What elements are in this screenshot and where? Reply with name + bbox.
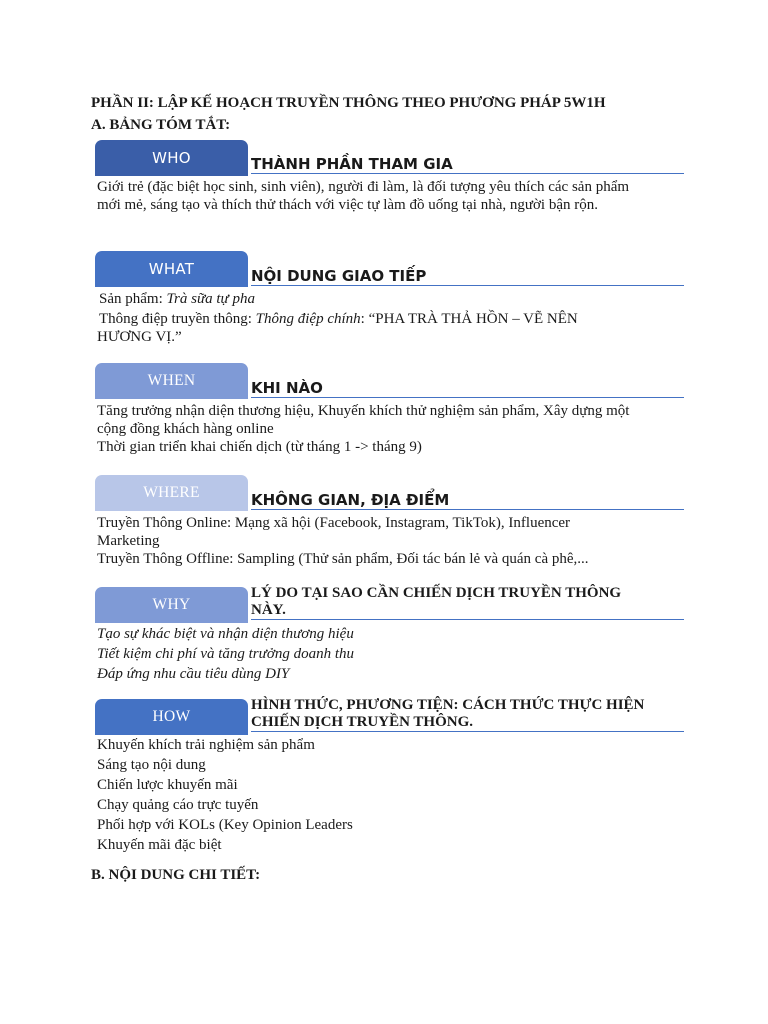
why-heading-line-1: LÝ DO TẠI SAO CẦN CHIẾN DỊCH TRUYỀN THÔNG	[251, 585, 622, 601]
why-line-1: Tạo sự khác biệt và nhận diện thương hiệu	[97, 626, 354, 642]
what-body	[99, 290, 689, 346]
why-line-2: Tiết kiệm chi phí và tăng trưởng doanh thu	[97, 646, 354, 662]
why-heading-line-2: NÀY.	[251, 602, 286, 618]
when-line-1: Tăng trưởng nhận diện thương hiệu, Khuyến khích thử nghiệm sản phẩm, Xây dựng một	[97, 403, 630, 419]
why-heading	[251, 585, 684, 620]
section-a-heading: A. BẢNG TÓM TẮT:	[91, 117, 231, 133]
what-product-line	[99, 290, 689, 308]
what-tag: WHAT	[95, 251, 248, 287]
who-body	[97, 178, 687, 214]
how-line-1: Khuyến khích trải nghiệm sản phẩm	[97, 737, 315, 753]
what-product-label: Sản phẩm:	[99, 291, 167, 307]
where-line-2: Marketing	[97, 533, 160, 549]
when-body	[97, 402, 687, 456]
where-line-3: Truyền Thông Offline: Sampling (Thử sản phẩm, Đối tác bán lẻ và quán cà phê,...	[97, 551, 589, 567]
what-message-line	[99, 310, 689, 328]
who-heading: THÀNH PHẦN THAM GIA	[251, 156, 684, 174]
when-line-2: cộng đồng khách hàng online	[97, 421, 274, 437]
how-body	[97, 736, 687, 856]
why-body	[97, 625, 687, 685]
where-line-1: Truyền Thông Online: Mạng xã hội (Facebook, Instagram, TikTok), Influencer	[97, 515, 571, 531]
how-heading	[251, 697, 684, 732]
where-tag: WHERE	[95, 475, 248, 511]
who-line-1: Giới trẻ (đặc biệt học sinh, sinh viên), người đi làm, là đối tượng yêu thích các sản phẩm	[97, 179, 630, 195]
where-heading: KHÔNG GIAN, ĐỊA ĐIỂM	[251, 492, 684, 510]
why-line-3: Đáp ứng nhu cầu tiêu dùng DIY	[97, 666, 290, 682]
what-message-value: : “PHA TRÀ THẢ HỒN – VẼ NÊN	[360, 311, 578, 327]
where-body	[97, 514, 687, 568]
how-line-4: Chạy quảng cáo trực tuyến	[97, 797, 259, 813]
what-message-key: Thông điệp chính	[255, 311, 361, 327]
how-line-2: Sáng tạo nội dung	[97, 757, 206, 773]
when-tag: WHEN	[95, 363, 248, 399]
who-line-2: mới mẻ, sáng tạo và thích thử thách với việc tự làm đồ uống tại nhà, người bận rộn.	[97, 197, 598, 213]
what-message-value-cont: HƯƠNG VỊ.”	[97, 329, 182, 345]
why-tag: WHY	[95, 587, 248, 623]
what-heading: NỘI DUNG GIAO TIẾP	[251, 268, 684, 286]
section-b-heading: B. NỘI DUNG CHI TIẾT:	[91, 867, 261, 883]
who-tag: WHO	[95, 140, 248, 176]
how-line-5: Phối hợp với KOLs (Key Opinion Leaders	[97, 817, 353, 833]
how-line-6: Khuyến mãi đặc biệt	[97, 837, 222, 853]
when-line-3: Thời gian triển khai chiến dịch (từ tháng 1 -> tháng 9)	[97, 439, 422, 455]
how-heading-line-1: HÌNH THỨC, PHƯƠNG TIỆN: CÁCH THỨC THỰC HIỆN	[251, 697, 645, 713]
what-product-value: Trà sữa tự pha	[166, 291, 255, 307]
how-heading-line-2: CHIẾN DỊCH TRUYỀN THÔNG.	[251, 714, 473, 730]
how-tag: HOW	[95, 699, 248, 735]
how-line-3: Chiến lược khuyến mãi	[97, 777, 238, 793]
when-heading: KHI NÀO	[251, 380, 684, 398]
document-title: PHẦN II: LẬP KẾ HOẠCH TRUYỀN THÔNG THEO PHƯƠNG PHÁP 5W1H	[91, 95, 606, 111]
what-message-label: Thông điệp truyền thông:	[99, 311, 256, 327]
